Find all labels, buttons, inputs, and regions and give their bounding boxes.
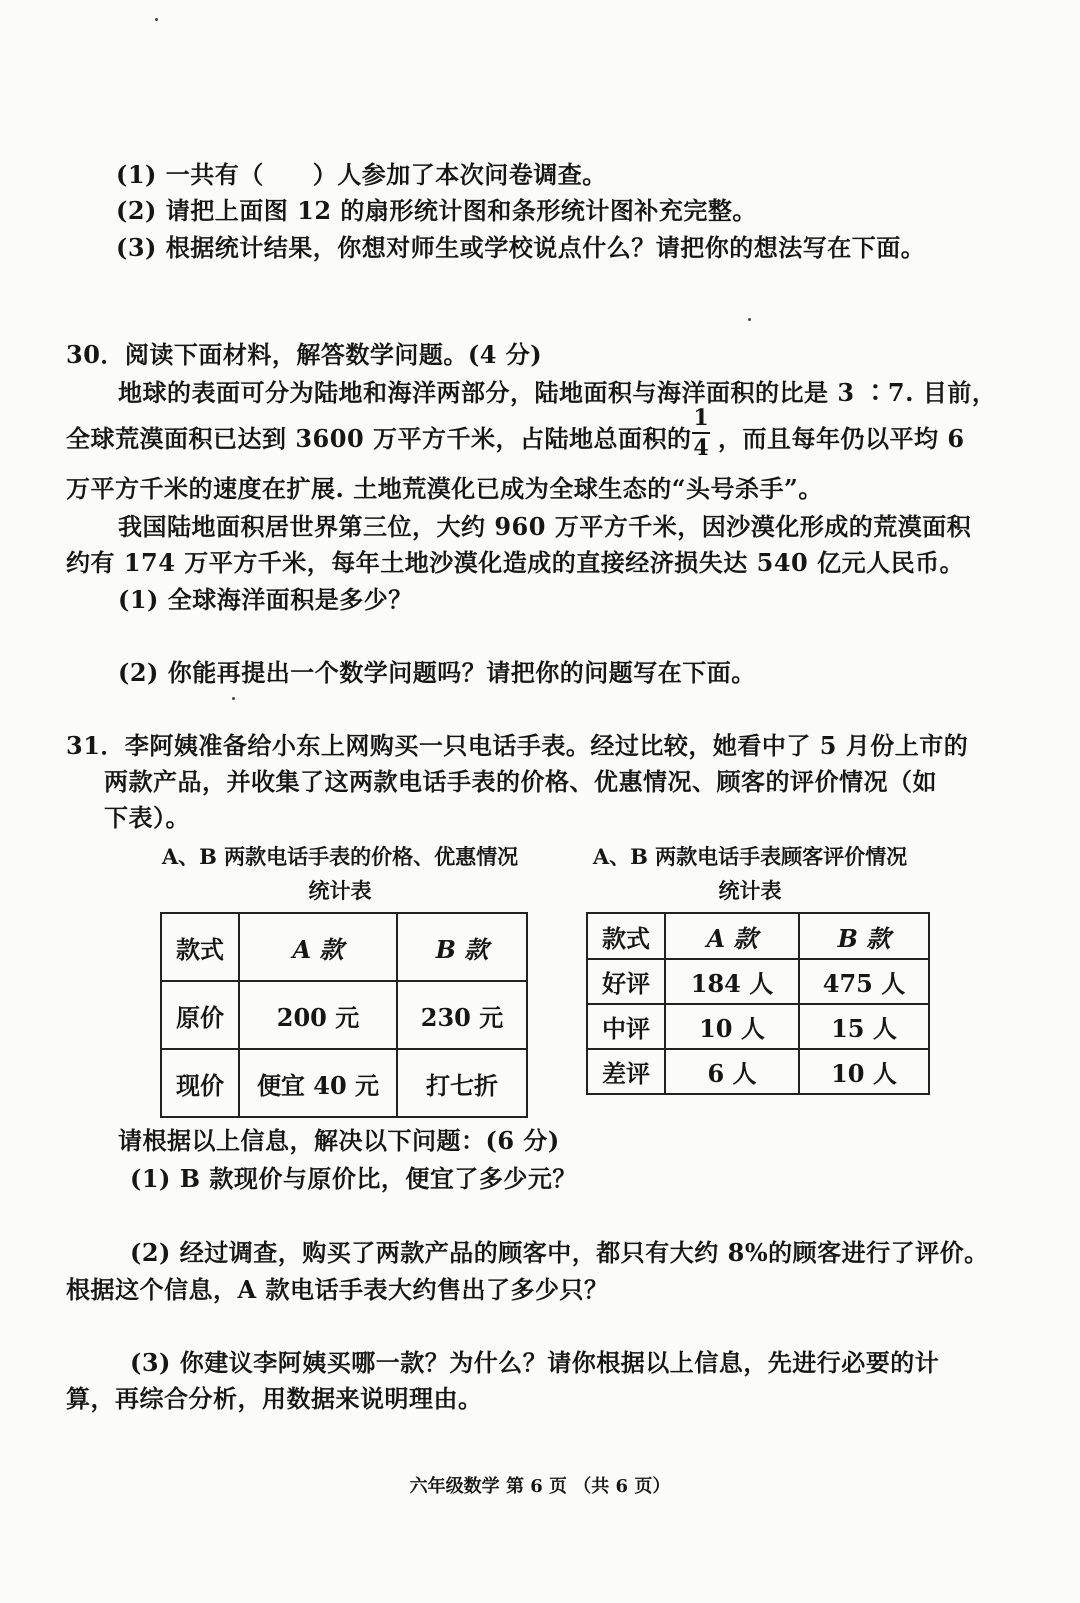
fraction-bar — [692, 432, 710, 434]
table-cell: 15 人 — [799, 1004, 929, 1049]
price-table — [160, 912, 528, 1118]
page-footer: 六年级数学 第 6 页 （共 6 页） — [409, 1476, 671, 1497]
q31-sub3-line1: (3) 你建议李阿姨买哪一款？为什么？请你根据以上信息，先进行必要的计 — [130, 1348, 940, 1377]
table1-caption-line1: A、B 两款电话手表的价格、优惠情况 — [161, 844, 519, 869]
fraction-numerator: 1 — [693, 405, 709, 431]
table-cell: B 款 — [799, 913, 929, 959]
table-row — [587, 1049, 929, 1094]
table-cell: A 款 — [665, 913, 799, 959]
table-cell: 打七折 — [397, 1049, 527, 1117]
q30-sub2: (2) 你能再提出一个数学问题吗？请把你的问题写在下面。 — [118, 658, 756, 687]
scan-speck — [155, 18, 158, 21]
q31-instruction: 请根据以上信息，解决以下问题：(6 分) — [118, 1126, 560, 1155]
table-cell: 200 元 — [239, 981, 397, 1049]
table-cell: 款式 — [587, 913, 665, 959]
q31-sub2-line2: 根据这个信息，A 款电话手表大约售出了多少只？ — [66, 1275, 609, 1304]
table-cell: 184 人 — [665, 959, 799, 1004]
q29-sub2: (2) 请把上面图 12 的扇形统计图和条形统计图补充完整。 — [116, 196, 757, 225]
q31-sub2-line1: (2) 经过调查，购买了两款产品的顾客中，都只有大约 8%的顾客进行了评价。 — [130, 1238, 989, 1267]
table-cell: B 款 — [397, 913, 527, 981]
q30-para2-line1: 我国陆地面积居世界第三位，大约 960 万平方千米，因沙漠化形成的荒漠面积 — [118, 512, 972, 541]
table2-caption-line2: 统计表 — [718, 878, 782, 903]
table-cell: 10 人 — [799, 1049, 929, 1094]
table-cell: 230 元 — [397, 981, 527, 1049]
q30-para1-line2a: 全球荒漠面积已达到 3600 万平方千米，占陆地总面积的 — [66, 424, 692, 453]
q31-sub1: (1) B 款现价与原价比，便宜了多少元？ — [130, 1164, 577, 1193]
table-cell: 10 人 — [665, 1004, 799, 1049]
table-cell: 好评 — [587, 959, 665, 1004]
q31-line1: 31．李阿姨准备给小东上网购买一只电话手表。经过比较，她看中了 5 月份上市的 — [66, 731, 969, 760]
q29-sub3: (3) 根据统计结果，你想对师生或学校说点什么？请把你的想法写在下面。 — [116, 233, 926, 262]
table-cell: 现价 — [161, 1049, 239, 1117]
q31-line3: 下表）。 — [104, 803, 190, 832]
table-cell: 475 人 — [799, 959, 929, 1004]
q30-sub1: (1) 全球海洋面积是多少？ — [118, 585, 413, 614]
table-cell: 款式 — [161, 913, 239, 981]
table-row — [587, 959, 929, 1004]
scan-speck — [232, 697, 235, 700]
q30-para2-line2: 约有 174 万平方千米，每年土地沙漠化造成的直接经济损失达 540 亿元人民币。 — [66, 548, 965, 577]
table-cell: 原价 — [161, 981, 239, 1049]
rating-table — [586, 912, 930, 1095]
table-cell: 中评 — [587, 1004, 665, 1049]
q30-para1-line2b: ，而且每年仍以平均 6 — [718, 424, 965, 453]
table2-caption-line1: A、B 两款电话手表顾客评价情况 — [592, 844, 908, 869]
table-cell: 差评 — [587, 1049, 665, 1094]
table-row — [587, 1004, 929, 1049]
scan-speck — [748, 318, 751, 321]
table-row — [161, 913, 527, 981]
q30-para1-line1: 地球的表面可分为陆地和海洋两部分，陆地面积与海洋面积的比是 3 ∶7. 目前， — [118, 378, 997, 407]
q31-sub3-line2: 算，再综合分析，用数据来说明理由。 — [66, 1384, 483, 1413]
q30-title: 30．阅读下面材料，解答数学问题。(4 分) — [66, 340, 543, 369]
table-cell: 便宜 40 元 — [239, 1049, 397, 1117]
table-row — [161, 981, 527, 1049]
table-cell: A 款 — [239, 913, 397, 981]
table-row — [161, 1049, 527, 1117]
table-row — [587, 913, 929, 959]
q29-sub1: (1) 一共有（ ）人参加了本次问卷调查。 — [116, 160, 607, 189]
fraction-denominator: 4 — [693, 435, 709, 461]
q30-para1-line3: 万平方千米的速度在扩展. 土地荒漠化已成为全球生态的“头号杀手”。 — [66, 474, 823, 503]
q31-line2: 两款产品，并收集了这两款电话手表的价格、优惠情况、顾客的评价情况（如 — [104, 767, 937, 796]
fraction-one-quarter — [692, 406, 710, 460]
table1-caption-line2: 统计表 — [308, 878, 372, 903]
table-cell: 6 人 — [665, 1049, 799, 1094]
